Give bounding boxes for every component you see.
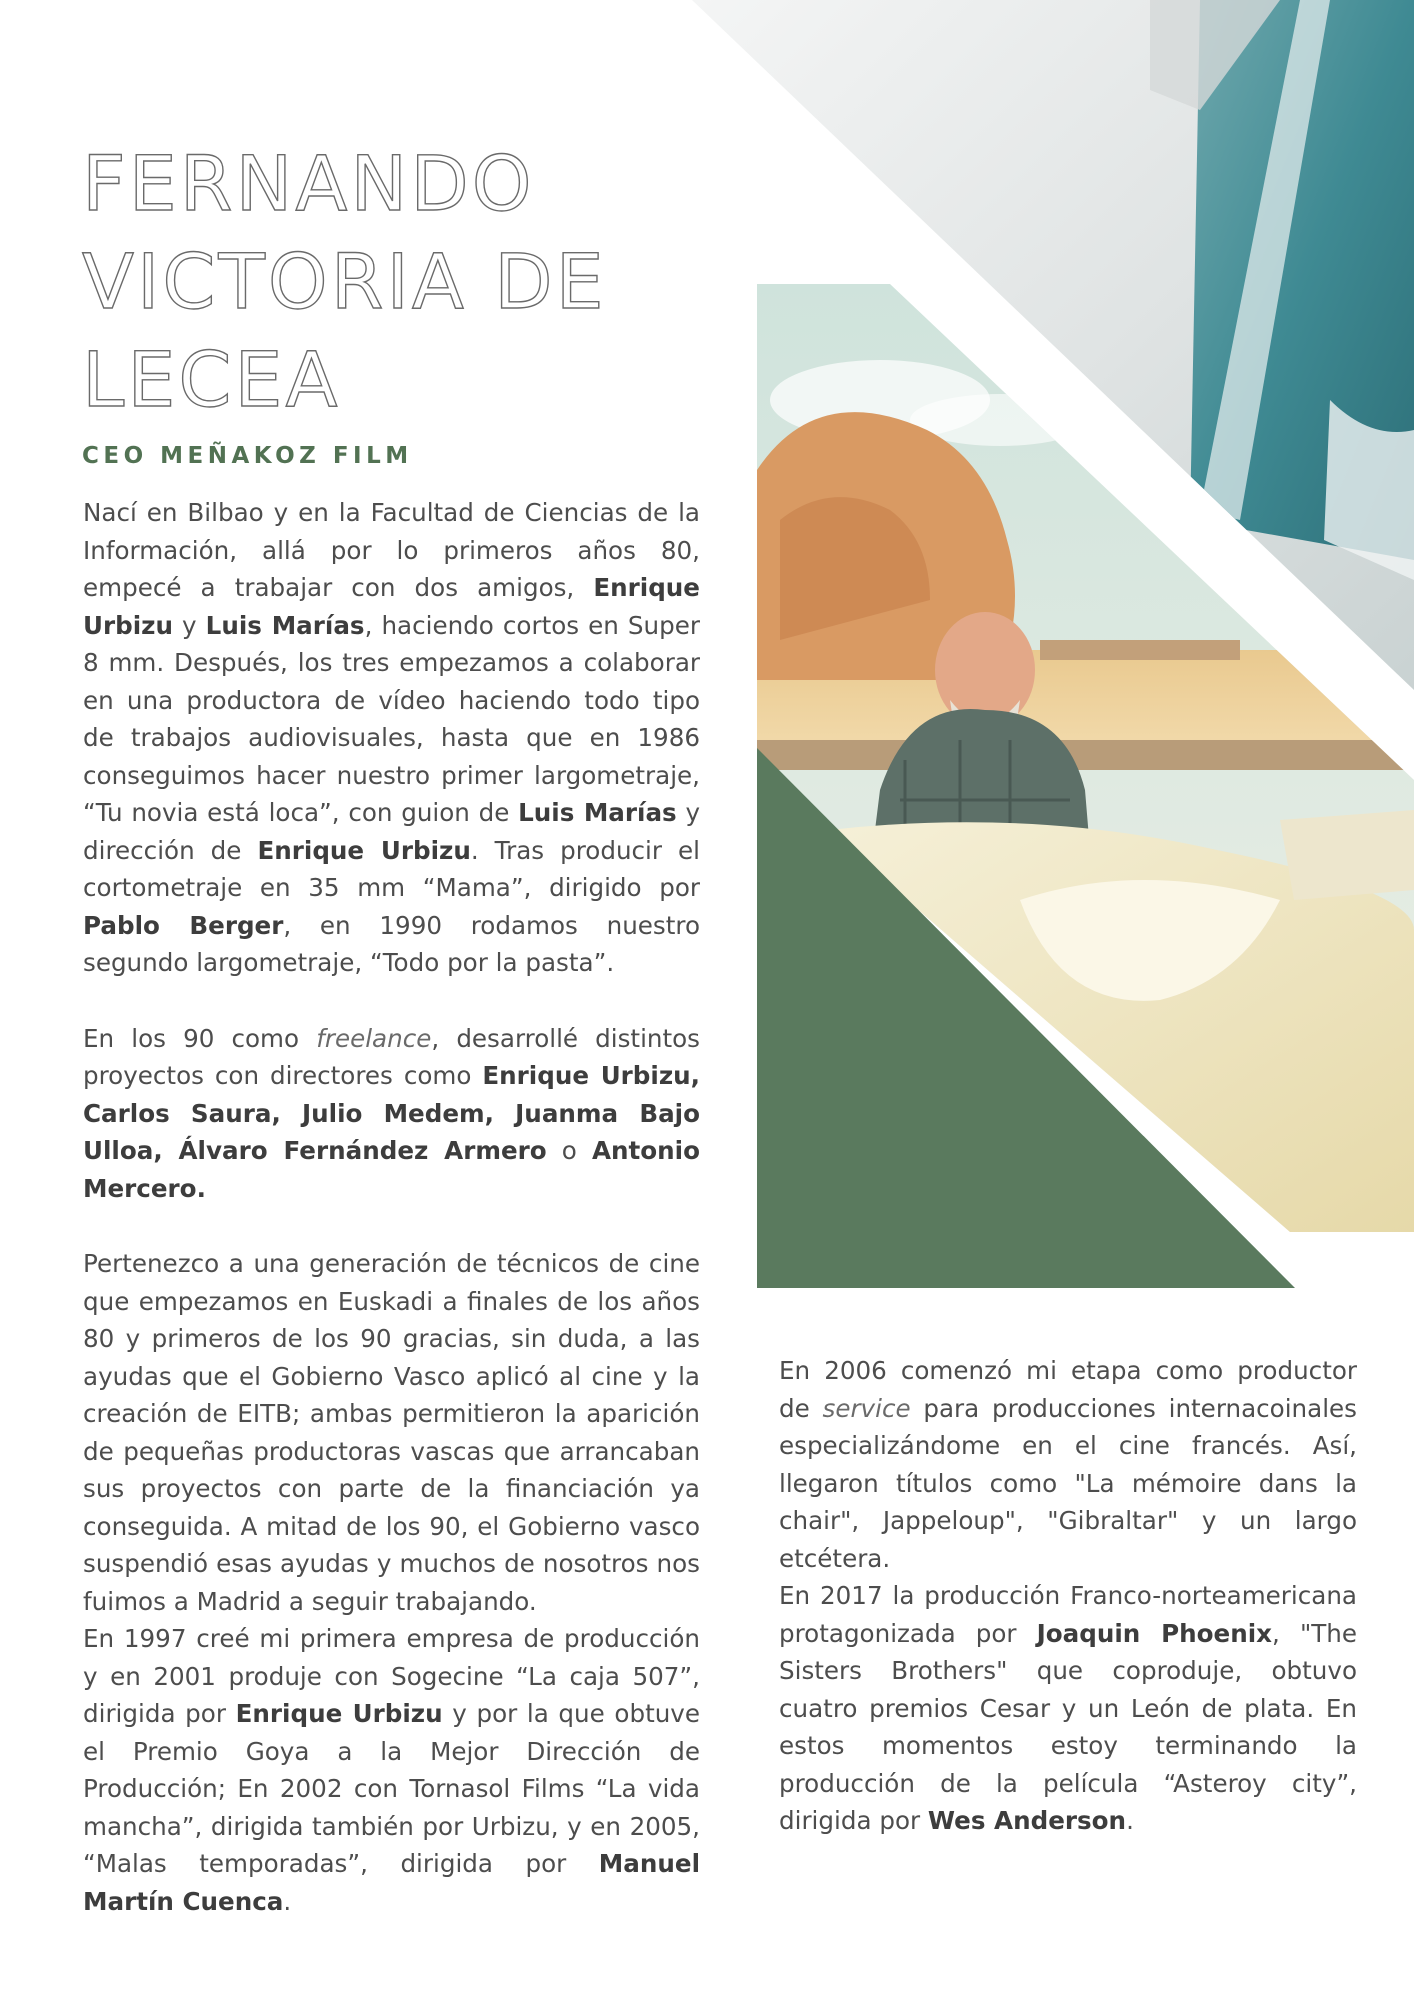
paragraph-production-company bbox=[83, 1620, 700, 1920]
bold-name: Enrique Urbizu bbox=[257, 835, 471, 865]
text-run: En 1997 creé mi primera empresa de producción y en 2001 produje con Sogecine “La caja 507”, dirigida por bbox=[83, 1624, 700, 1728]
text-run: Nací en Bilbao y en la Facultad de Ciencias de la Información, allá por lo primeros años 80, empecé a trabajar con dos amigos, bbox=[83, 498, 700, 602]
text-run: y dirección de bbox=[83, 798, 700, 865]
text-run: y por la que obtuve el Premio Goya a la Mejor Dirección de Producción; En 2002 con Tornasol Films “La vida mancha”, dirigida también por Urbizu, y en 2005, “Malas temporadas”, dirigida por bbox=[83, 1699, 700, 1878]
text-run: , "The Sisters Brothers" que coproduje, obtuvo cuatro premios Cesar y un León de plata. En estos momentos estoy terminando la producción de la película “Asteroy city”, dirigida por bbox=[779, 1618, 1357, 1835]
bold-name: Pablo Berger bbox=[83, 910, 284, 940]
paragraph-recent-work bbox=[779, 1577, 1357, 1840]
bold-name: Joaquin Phoenix bbox=[1036, 1618, 1273, 1648]
italic-term: service bbox=[822, 1393, 911, 1423]
bold-name: Antonio Mercero. bbox=[83, 1136, 700, 1203]
bold-name: Enrique Urbizu bbox=[83, 573, 700, 640]
text-run: para producciones internacoinales especializándome en el cine francés. Así, llegaron títulos como "La mémoire dans la chair", Jappeloup", "Gibraltar" y un largo etcétera. bbox=[779, 1393, 1357, 1573]
name-line-3: LECEA bbox=[82, 335, 341, 424]
text-run: . bbox=[1126, 1806, 1134, 1835]
left-column bbox=[83, 494, 700, 1920]
text-run: . bbox=[283, 1886, 292, 1916]
text-run: Pertenezco a una generación de técnicos de cine que empezamos en Euskadi a finales de los años 80 y primeros de los 90 gracias, sin duda, a las ayudas que el Gobierno Vasco aplicó al cine y la creación de EITB; ambas permitieron la aparición de pequeñas productoras vascas que arrancaban sus proyectos con parte de la financiación ya conseguida. A mitad de los 90, el Gobierno vasco suspendió esas ayudas y muchos de nosotros nos fuimos a Madrid a seguir trabajando. bbox=[83, 1249, 700, 1616]
bold-name: Manuel Martín Cuenca bbox=[83, 1849, 700, 1916]
text-run: , desarrollé distintos proyectos con directores como bbox=[83, 1023, 700, 1090]
text-run: o bbox=[546, 1136, 592, 1165]
text-run: En 2017 la producción Franco-norteamericana protagonizada por bbox=[779, 1581, 1357, 1648]
person-name bbox=[82, 135, 702, 429]
text-run: y bbox=[172, 610, 206, 640]
text-run: , haciendo cortos en Super 8 mm. Después, los tres empezamos a colaborar en una productora de vídeo haciendo todo tipo de trabajos audiovisuales, hasta que en 1986 conseguimos hacer nuestro primer largometraje, “Tu novia está loca”, con guion de bbox=[83, 610, 700, 827]
text-run: . Tras producir el cortometraje en 35 mm “Mama”, dirigido por bbox=[83, 835, 700, 902]
text-run: En los 90 como bbox=[83, 1023, 317, 1053]
bold-name: Luis Marías bbox=[518, 798, 677, 827]
text-run: , en 1990 rodamos nuestro segundo largometraje, “Todo por la pasta”. bbox=[83, 910, 700, 977]
name-line-1: FERNANDO bbox=[82, 139, 535, 228]
italic-term: freelance bbox=[316, 1023, 432, 1053]
paragraph-service-producer bbox=[779, 1352, 1357, 1577]
bold-name: Enrique Urbizu, Carlos Saura, Julio Medem, Juanma Bajo Ulloa, Álvaro Fernández Armero bbox=[83, 1061, 700, 1165]
name-line-2: VICTORIA DE bbox=[82, 237, 607, 326]
bold-name: Wes Anderson bbox=[927, 1806, 1127, 1835]
bold-name: Enrique Urbizu bbox=[235, 1699, 443, 1728]
job-title: CEO MEÑAKOZ FILM bbox=[82, 443, 413, 469]
right-column bbox=[779, 1352, 1357, 1840]
text-run: En 2006 comenzó mi etapa como productor de bbox=[779, 1356, 1357, 1423]
paragraph-freelance bbox=[83, 1020, 700, 1208]
paragraph-generation bbox=[83, 1245, 700, 1620]
bold-name: Luis Marías bbox=[205, 610, 365, 640]
paragraph-early-career bbox=[83, 494, 700, 982]
